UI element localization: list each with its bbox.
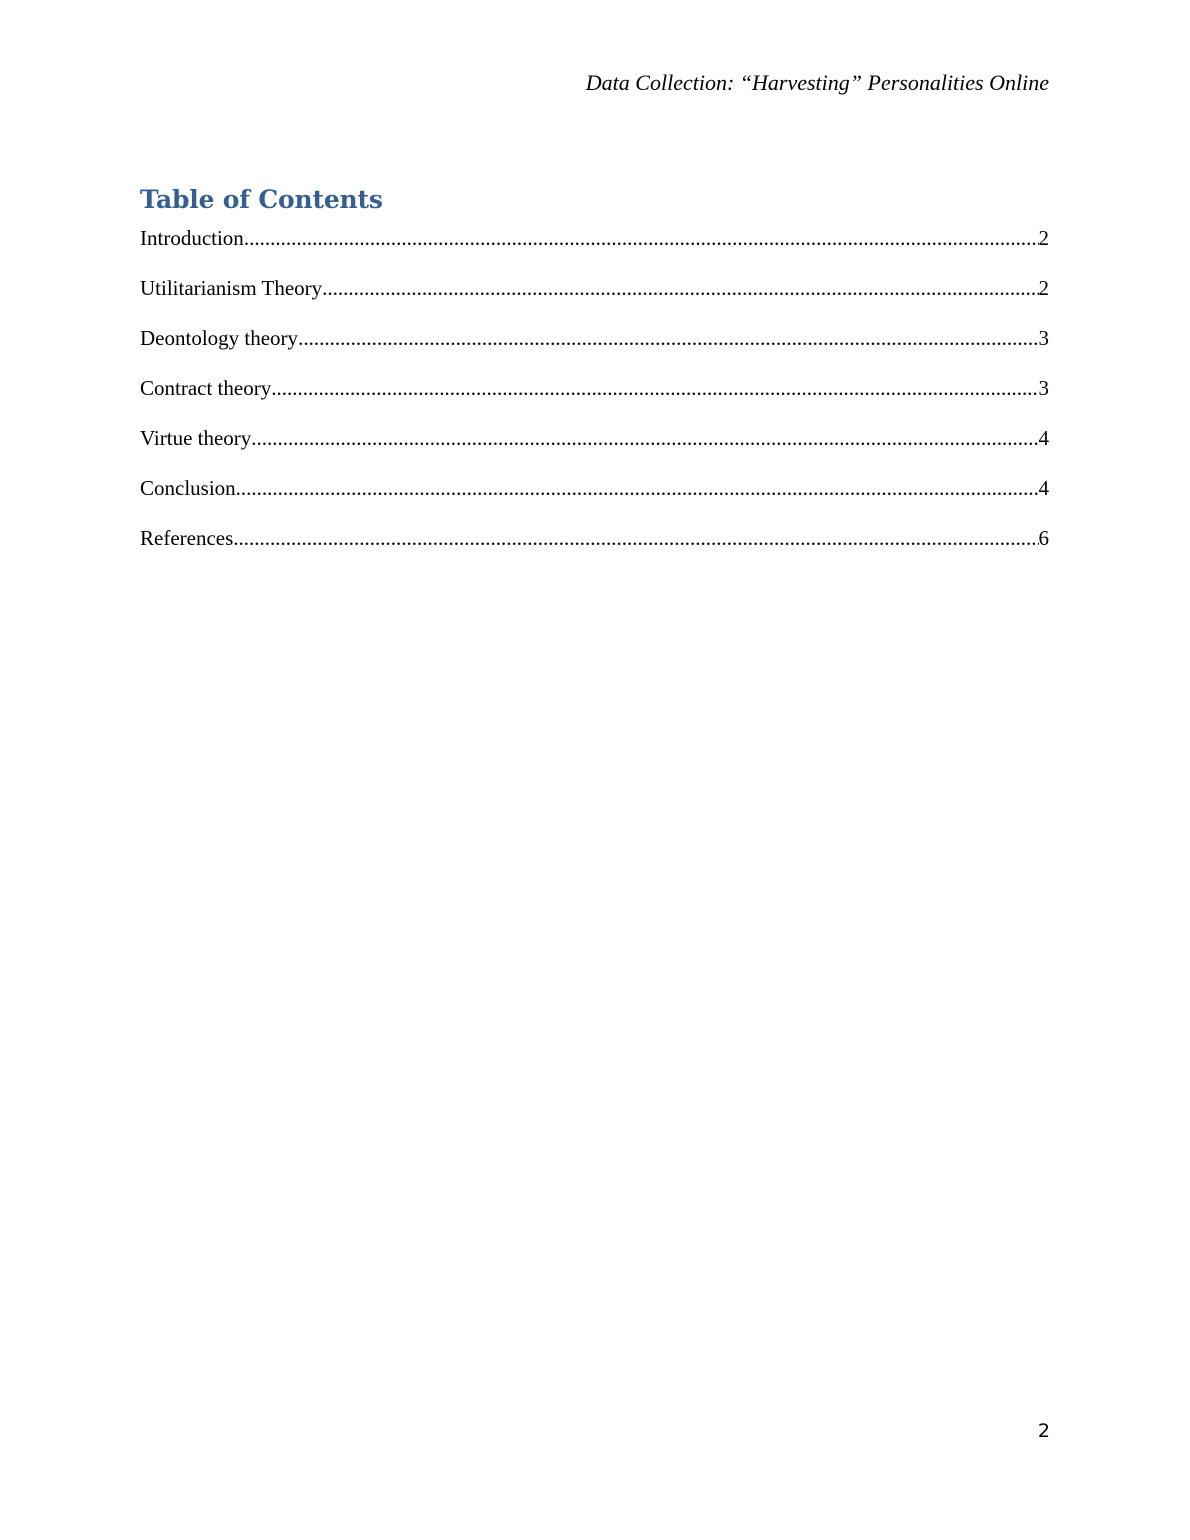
table-of-contents — [140, 224, 1049, 574]
toc-dot-leader — [233, 524, 1038, 552]
toc-entry-page: 3 — [1038, 376, 1049, 400]
toc-entry-label: Conclusion — [140, 476, 236, 500]
toc-dot-leader — [236, 474, 1039, 502]
toc-entry-label: Contract theory — [140, 376, 272, 400]
toc-entry-label: Deontology theory — [140, 326, 299, 350]
toc-entry-references[interactable] — [140, 524, 1049, 574]
toc-entry-virtue-theory[interactable] — [140, 424, 1049, 474]
toc-entry-page: 3 — [1038, 326, 1049, 350]
toc-entry-label: References — [140, 526, 234, 550]
toc-dot-leader — [271, 374, 1038, 402]
running-header: Data Collection: “Harvesting” Personalities Online — [585, 70, 1049, 95]
toc-entry-page: 4 — [1038, 476, 1049, 500]
toc-dot-leader — [298, 324, 1038, 352]
toc-entry-conclusion[interactable] — [140, 474, 1049, 524]
toc-entry-page: 4 — [1038, 426, 1049, 450]
toc-entry-label: Virtue theory — [140, 426, 252, 450]
toc-entry-page: 2 — [1038, 226, 1049, 250]
toc-entry-page: 6 — [1038, 526, 1049, 550]
toc-entry-contract-theory[interactable] — [140, 374, 1049, 424]
toc-entry-introduction[interactable] — [140, 224, 1049, 274]
toc-entry-utilitarianism-theory[interactable] — [140, 274, 1049, 324]
toc-entry-label: Utilitarianism Theory — [140, 276, 323, 300]
toc-entry-label: Introduction — [140, 226, 244, 250]
page-number: 2 — [1037, 1420, 1050, 1442]
toc-entry-page: 2 — [1038, 276, 1049, 300]
toc-entry-deontology-theory[interactable] — [140, 324, 1049, 374]
toc-dot-leader — [244, 224, 1039, 252]
toc-dot-leader — [322, 274, 1038, 302]
toc-dot-leader — [251, 424, 1038, 452]
toc-title: Table of Contents — [140, 185, 383, 214]
